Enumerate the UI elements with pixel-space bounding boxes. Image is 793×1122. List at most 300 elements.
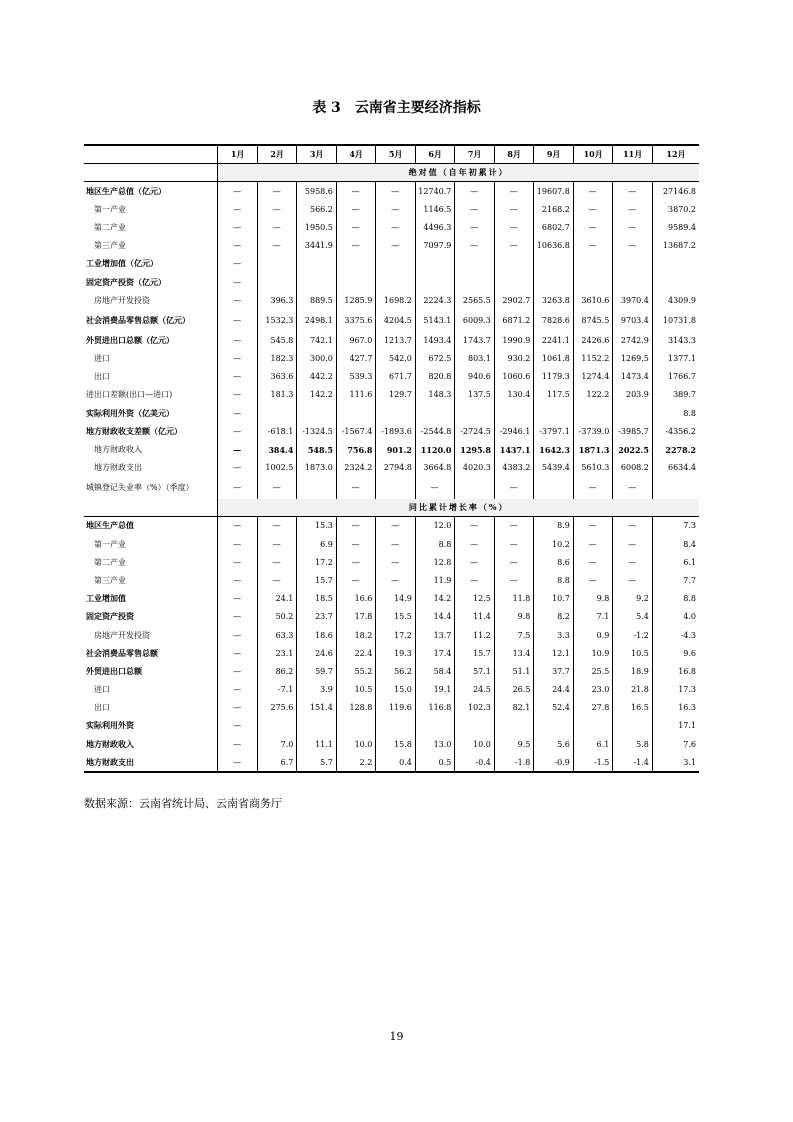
row-label: 第一产业 bbox=[94, 539, 126, 549]
table-cell: — bbox=[494, 516, 534, 535]
table-cell: 1060.6 bbox=[494, 368, 534, 386]
table-cell: 15.5 bbox=[376, 608, 416, 626]
table-cell bbox=[494, 404, 534, 422]
table-cell: 2168.2 bbox=[534, 200, 574, 218]
month-header: 4月 bbox=[336, 145, 376, 164]
table-cell: 1743.7 bbox=[455, 331, 495, 349]
table-cell: 6871.2 bbox=[494, 309, 534, 331]
table-cell: 181.3 bbox=[257, 386, 297, 404]
table-cell bbox=[455, 255, 495, 273]
table-cell: — bbox=[218, 218, 258, 236]
table-title-label: 表 3 bbox=[312, 100, 341, 116]
table-cell: 9.8 bbox=[573, 590, 613, 608]
table-cell: — bbox=[218, 350, 258, 368]
table-cell: — bbox=[218, 459, 258, 477]
table-cell: 13.7 bbox=[415, 626, 455, 644]
table-cell: — bbox=[494, 535, 534, 553]
table-row bbox=[84, 237, 699, 255]
month-header: 5月 bbox=[376, 145, 416, 164]
table-cell: 14.4 bbox=[415, 608, 455, 626]
row-label: 实际利用外资（亿美元） bbox=[86, 407, 174, 418]
table-cell: -1567.4 bbox=[336, 422, 376, 440]
table-cell: — bbox=[218, 644, 258, 662]
table-cell: 6.9 bbox=[297, 535, 337, 553]
table-cell: 803.1 bbox=[455, 350, 495, 368]
table-cell: 26.5 bbox=[494, 681, 534, 699]
table-cell: 23.1 bbox=[257, 644, 297, 662]
table-cell: — bbox=[494, 571, 534, 589]
table-cell: — bbox=[573, 571, 613, 589]
table-row bbox=[84, 291, 699, 309]
table-cell: 16.5 bbox=[613, 699, 653, 717]
row-label: 社会消费品零售总额（亿元） bbox=[86, 314, 190, 325]
table-cell: 116.8 bbox=[415, 699, 455, 717]
table-cell bbox=[257, 404, 297, 422]
table-cell: — bbox=[218, 535, 258, 553]
table-cell: 5439.4 bbox=[534, 459, 574, 477]
table-cell bbox=[415, 404, 455, 422]
row-label: 进口 bbox=[94, 354, 110, 364]
table-cell: 4496.3 bbox=[415, 218, 455, 236]
table-cell: 756.8 bbox=[336, 440, 376, 458]
table-cell: 2022.5 bbox=[613, 440, 653, 458]
table-cell: 0.9 bbox=[573, 626, 613, 644]
row-label: 外贸进出口总额 bbox=[86, 665, 142, 676]
table-cell bbox=[257, 255, 297, 273]
table-cell: 17.2 bbox=[297, 553, 337, 571]
table-cell: 117.5 bbox=[534, 386, 574, 404]
row-label: 进口 bbox=[94, 685, 110, 695]
table-cell: — bbox=[376, 200, 416, 218]
table-cell: 7097.9 bbox=[415, 237, 455, 255]
table-cell bbox=[455, 477, 495, 499]
row-label: 房地产开发投资 bbox=[94, 630, 150, 640]
table-cell: -2544.8 bbox=[415, 422, 455, 440]
table-cell: 4204.5 bbox=[376, 309, 416, 331]
table-cell: 363.6 bbox=[257, 368, 297, 386]
row-label: 社会消费品零售总额 bbox=[86, 647, 158, 658]
table-cell: — bbox=[257, 477, 297, 499]
table-cell: -0.4 bbox=[455, 753, 495, 772]
month-header: 10月 bbox=[573, 145, 613, 164]
table-cell: 2742.9 bbox=[613, 331, 653, 349]
table-cell: — bbox=[455, 237, 495, 255]
table-cell: 18.5 bbox=[297, 590, 337, 608]
table-cell: — bbox=[218, 699, 258, 717]
table-cell bbox=[415, 255, 455, 273]
table-cell: 11.2 bbox=[455, 626, 495, 644]
table-row bbox=[84, 422, 699, 440]
table-cell: — bbox=[218, 255, 258, 273]
table-cell: — bbox=[455, 553, 495, 571]
table-cell: — bbox=[257, 218, 297, 236]
table-cell: 3.1 bbox=[652, 753, 699, 772]
table-cell: — bbox=[218, 626, 258, 644]
table-cell: 22.4 bbox=[336, 644, 376, 662]
row-label: 工业增加值（亿元） bbox=[86, 258, 158, 269]
table-cell: — bbox=[218, 608, 258, 626]
table-cell: 9.5 bbox=[494, 735, 534, 753]
table-cell: 566.2 bbox=[297, 200, 337, 218]
table-cell: -7.1 bbox=[257, 681, 297, 699]
table-cell: 1871.3 bbox=[573, 440, 613, 458]
table-row bbox=[84, 404, 699, 422]
table-cell bbox=[534, 273, 574, 291]
table-cell: 130.4 bbox=[494, 386, 534, 404]
table-cell: 12.8 bbox=[415, 553, 455, 571]
growth-rate-section-label: 同比累计增长率（%） bbox=[218, 499, 699, 517]
row-label: 出口 bbox=[94, 372, 110, 382]
table-row bbox=[84, 717, 699, 735]
table-cell: 24.1 bbox=[257, 590, 297, 608]
table-cell: 5958.6 bbox=[297, 182, 337, 201]
month-header: 6月 bbox=[415, 145, 455, 164]
table-row bbox=[84, 608, 699, 626]
row-label: 地方财政收支差额（亿元） bbox=[86, 425, 182, 436]
table-cell: — bbox=[573, 182, 613, 201]
table-cell bbox=[415, 273, 455, 291]
table-row bbox=[84, 255, 699, 273]
table-cell bbox=[297, 717, 337, 735]
table-cell: 6009.3 bbox=[455, 309, 495, 331]
table-cell: — bbox=[573, 516, 613, 535]
table-cell: 8.9 bbox=[534, 516, 574, 535]
table-cell: 545.8 bbox=[257, 331, 297, 349]
table-cell: 23.0 bbox=[573, 681, 613, 699]
table-cell: — bbox=[613, 218, 653, 236]
table-cell: 6008.2 bbox=[613, 459, 653, 477]
table-cell: 539.3 bbox=[336, 368, 376, 386]
table-cell: 102.3 bbox=[455, 699, 495, 717]
table-cell: — bbox=[455, 516, 495, 535]
table-cell: 2224.3 bbox=[415, 291, 455, 309]
table-cell: 3143.3 bbox=[652, 331, 699, 349]
table-cell: — bbox=[257, 571, 297, 589]
table-cell: 7.6 bbox=[652, 735, 699, 753]
table-cell: 7.7 bbox=[652, 571, 699, 589]
table-cell: — bbox=[336, 553, 376, 571]
table-cell: 1873.0 bbox=[297, 459, 337, 477]
table-cell bbox=[455, 273, 495, 291]
table-cell bbox=[415, 717, 455, 735]
table-cell: — bbox=[455, 218, 495, 236]
table-cell: 6.1 bbox=[573, 735, 613, 753]
table-cell: 442.2 bbox=[297, 368, 337, 386]
table-cell: 8.6 bbox=[534, 553, 574, 571]
table-cell: 17.2 bbox=[376, 626, 416, 644]
table-cell: 1295.8 bbox=[455, 440, 495, 458]
table-cell: 4309.9 bbox=[652, 291, 699, 309]
table-cell: 396.3 bbox=[257, 291, 297, 309]
table-cell: 6802.7 bbox=[534, 218, 574, 236]
table-cell: 7.0 bbox=[257, 735, 297, 753]
table-cell: 5.8 bbox=[613, 735, 653, 753]
table-cell: — bbox=[257, 200, 297, 218]
table-cell: — bbox=[336, 182, 376, 201]
absolute-values-section-header-row bbox=[84, 164, 699, 182]
row-label: 房地产开发投资 bbox=[94, 295, 150, 305]
table-cell: 4.0 bbox=[652, 608, 699, 626]
table-cell: — bbox=[218, 553, 258, 571]
table-cell: — bbox=[218, 590, 258, 608]
month-header-row bbox=[84, 145, 699, 164]
table-row bbox=[84, 309, 699, 331]
table-cell: 15.7 bbox=[297, 571, 337, 589]
row-label: 第二产业 bbox=[94, 557, 126, 567]
table-cell bbox=[652, 477, 699, 499]
table-cell bbox=[494, 273, 534, 291]
table-cell: 389.7 bbox=[652, 386, 699, 404]
table-cell bbox=[534, 477, 574, 499]
table-cell: 1269.5 bbox=[613, 350, 653, 368]
table-cell: — bbox=[613, 516, 653, 535]
month-header: 1月 bbox=[218, 145, 258, 164]
table-cell bbox=[534, 255, 574, 273]
table-cell: 889.5 bbox=[297, 291, 337, 309]
row-label: 地方财政支出 bbox=[84, 753, 218, 772]
table-cell: — bbox=[494, 477, 534, 499]
table-cell: 300.0 bbox=[297, 350, 337, 368]
table-cell: — bbox=[257, 182, 297, 201]
table-cell: 742.1 bbox=[297, 331, 337, 349]
table-row bbox=[84, 644, 699, 662]
row-label: 地区生产总值 bbox=[86, 520, 134, 531]
table-row bbox=[84, 553, 699, 571]
table-row bbox=[84, 200, 699, 218]
table-cell: 12.0 bbox=[415, 516, 455, 535]
table-cell: — bbox=[218, 571, 258, 589]
table-row bbox=[84, 273, 699, 291]
table-cell: 7.3 bbox=[652, 516, 699, 535]
table-cell: 8.2 bbox=[534, 608, 574, 626]
table-cell: 11.9 bbox=[415, 571, 455, 589]
table-title bbox=[0, 97, 793, 117]
table-cell: — bbox=[218, 200, 258, 218]
table-cell: — bbox=[218, 309, 258, 331]
table-cell: 1152.2 bbox=[573, 350, 613, 368]
table-cell: — bbox=[218, 331, 258, 349]
row-label: 第三产业 bbox=[94, 575, 126, 585]
table-cell bbox=[297, 255, 337, 273]
table-cell: 13.0 bbox=[415, 735, 455, 753]
table-cell: 10.0 bbox=[336, 735, 376, 753]
table-cell: 10.2 bbox=[534, 535, 574, 553]
table-cell: — bbox=[336, 477, 376, 499]
table-cell: 1002.5 bbox=[257, 459, 297, 477]
table-cell: 4020.3 bbox=[455, 459, 495, 477]
table-cell: 1120.0 bbox=[415, 440, 455, 458]
table-cell: 9.2 bbox=[613, 590, 653, 608]
table-cell: 3375.6 bbox=[336, 309, 376, 331]
table-cell: 129.7 bbox=[376, 386, 416, 404]
table-cell: 27146.8 bbox=[652, 182, 699, 201]
table-cell: — bbox=[218, 368, 258, 386]
table-cell: 2241.1 bbox=[534, 331, 574, 349]
table-cell: 122.2 bbox=[573, 386, 613, 404]
table-cell: — bbox=[218, 182, 258, 201]
absolute-values-section-label: 绝对值（自年初累计） bbox=[218, 164, 699, 182]
table-cell: -1.8 bbox=[494, 753, 534, 772]
table-cell: 4383.2 bbox=[494, 459, 534, 477]
table-cell: 59.7 bbox=[297, 662, 337, 680]
table-cell: 3441.9 bbox=[297, 237, 337, 255]
table-cell: 14.9 bbox=[376, 590, 416, 608]
data-source-note: 数据来源：云南省统计局、云南省商务厅 bbox=[84, 797, 282, 810]
table-cell: 5.7 bbox=[297, 753, 337, 772]
table-cell: — bbox=[415, 477, 455, 499]
table-cell bbox=[455, 717, 495, 735]
table-cell: — bbox=[494, 237, 534, 255]
table-cell: — bbox=[613, 200, 653, 218]
table-cell: 16.3 bbox=[652, 699, 699, 717]
table-row bbox=[84, 735, 699, 753]
table-cell: 55.2 bbox=[336, 662, 376, 680]
table-cell: 940.6 bbox=[455, 368, 495, 386]
table-cell: 8.8 bbox=[652, 404, 699, 422]
month-header: 2月 bbox=[257, 145, 297, 164]
table-row bbox=[84, 681, 699, 699]
table-row bbox=[84, 368, 699, 386]
table-cell: 19.1 bbox=[415, 681, 455, 699]
table-cell: — bbox=[218, 717, 258, 735]
table-cell: 9.6 bbox=[652, 644, 699, 662]
table-cell: 7.5 bbox=[494, 626, 534, 644]
table-cell: 7.1 bbox=[573, 608, 613, 626]
month-header: 9月 bbox=[534, 145, 574, 164]
table-cell: — bbox=[494, 200, 534, 218]
table-cell: 16.6 bbox=[336, 590, 376, 608]
table-cell: — bbox=[573, 535, 613, 553]
table-cell: 6.7 bbox=[257, 753, 297, 772]
table-cell: — bbox=[218, 516, 258, 535]
table-cell: 11.4 bbox=[455, 608, 495, 626]
table-cell bbox=[297, 273, 337, 291]
table-cell: 10636.8 bbox=[534, 237, 574, 255]
table-cell: — bbox=[218, 404, 258, 422]
table-row bbox=[84, 459, 699, 477]
table-cell: -1.5 bbox=[573, 753, 613, 772]
table-cell: 672.5 bbox=[415, 350, 455, 368]
table-cell: -2724.5 bbox=[455, 422, 495, 440]
table-row bbox=[84, 626, 699, 644]
table-cell: — bbox=[376, 553, 416, 571]
table-cell: 1437.1 bbox=[494, 440, 534, 458]
table-cell: — bbox=[218, 477, 258, 499]
table-cell bbox=[613, 717, 653, 735]
table-cell: 11.8 bbox=[494, 590, 534, 608]
table-cell: 25.5 bbox=[573, 662, 613, 680]
table-cell: — bbox=[336, 535, 376, 553]
table-cell: 24.6 bbox=[297, 644, 337, 662]
row-label: 固定资产投资 bbox=[86, 611, 134, 622]
table-cell: 9703.4 bbox=[613, 309, 653, 331]
table-cell: — bbox=[613, 477, 653, 499]
table-cell: — bbox=[257, 535, 297, 553]
table-cell: -2946.1 bbox=[494, 422, 534, 440]
table-cell bbox=[376, 477, 416, 499]
table-cell: 901.2 bbox=[376, 440, 416, 458]
table-cell: 10.7 bbox=[534, 590, 574, 608]
table-cell: 16.8 bbox=[652, 662, 699, 680]
table-cell: -3797.1 bbox=[534, 422, 574, 440]
table-cell: — bbox=[336, 200, 376, 218]
table-cell bbox=[494, 717, 534, 735]
table-cell: — bbox=[218, 237, 258, 255]
table-cell: -1.4 bbox=[613, 753, 653, 772]
table-cell: — bbox=[573, 237, 613, 255]
table-cell: 3263.8 bbox=[534, 291, 574, 309]
table-cell: 15.8 bbox=[376, 735, 416, 753]
table-cell: -3985.7 bbox=[613, 422, 653, 440]
table-cell: 19.3 bbox=[376, 644, 416, 662]
table-cell: -618.1 bbox=[257, 422, 297, 440]
table-cell: 5143.1 bbox=[415, 309, 455, 331]
table-cell: — bbox=[218, 273, 258, 291]
table-cell: 3610.6 bbox=[573, 291, 613, 309]
row-label: 地方财政收入 bbox=[94, 445, 142, 455]
table-cell bbox=[336, 717, 376, 735]
table-cell: 17.8 bbox=[336, 608, 376, 626]
table-cell: — bbox=[218, 753, 258, 772]
row-label: 第一产业 bbox=[94, 204, 126, 214]
table-cell: 15.7 bbox=[455, 644, 495, 662]
table-cell: 51.1 bbox=[494, 662, 534, 680]
table-cell: — bbox=[218, 422, 258, 440]
table-cell: 119.6 bbox=[376, 699, 416, 717]
table-cell: 15.0 bbox=[376, 681, 416, 699]
table-cell: 2278.2 bbox=[652, 440, 699, 458]
month-header: 11月 bbox=[613, 145, 653, 164]
table-row bbox=[84, 535, 699, 553]
growth-rate-section-header-row bbox=[84, 499, 699, 517]
table-cell: 548.5 bbox=[297, 440, 337, 458]
table-cell: 10.5 bbox=[613, 644, 653, 662]
table-cell: 50.2 bbox=[257, 608, 297, 626]
table-cell bbox=[652, 255, 699, 273]
table-cell: 58.4 bbox=[415, 662, 455, 680]
row-label: 地区生产总值（亿元） bbox=[86, 185, 166, 196]
table-cell: 15.3 bbox=[297, 516, 337, 535]
table-cell: 2565.5 bbox=[455, 291, 495, 309]
table-cell: 3.9 bbox=[297, 681, 337, 699]
table-cell: 14.2 bbox=[415, 590, 455, 608]
month-header: 12月 bbox=[652, 145, 699, 164]
table-cell: 2324.2 bbox=[336, 459, 376, 477]
table-cell: 1213.7 bbox=[376, 331, 416, 349]
table-cell: 8.8 bbox=[534, 571, 574, 589]
table-row bbox=[84, 440, 699, 458]
table-cell: 151.4 bbox=[297, 699, 337, 717]
table-cell: 24.4 bbox=[534, 681, 574, 699]
row-label: 实际利用外资 bbox=[86, 720, 134, 731]
table-cell: 1950.5 bbox=[297, 218, 337, 236]
table-cell: 967.0 bbox=[336, 331, 376, 349]
table-cell: — bbox=[376, 218, 416, 236]
table-cell: — bbox=[455, 571, 495, 589]
table-cell: 12740.7 bbox=[415, 182, 455, 201]
table-cell: 5610.3 bbox=[573, 459, 613, 477]
table-cell bbox=[336, 404, 376, 422]
table-cell: 3.3 bbox=[534, 626, 574, 644]
table-cell: 2794.8 bbox=[376, 459, 416, 477]
table-cell: 18.2 bbox=[336, 626, 376, 644]
table-cell bbox=[573, 404, 613, 422]
table-cell: 5.6 bbox=[534, 735, 574, 753]
table-cell bbox=[494, 255, 534, 273]
table-cell bbox=[336, 255, 376, 273]
economic-indicators-table bbox=[84, 144, 699, 773]
row-label: 进出口差额(出口—进口) bbox=[86, 390, 173, 400]
